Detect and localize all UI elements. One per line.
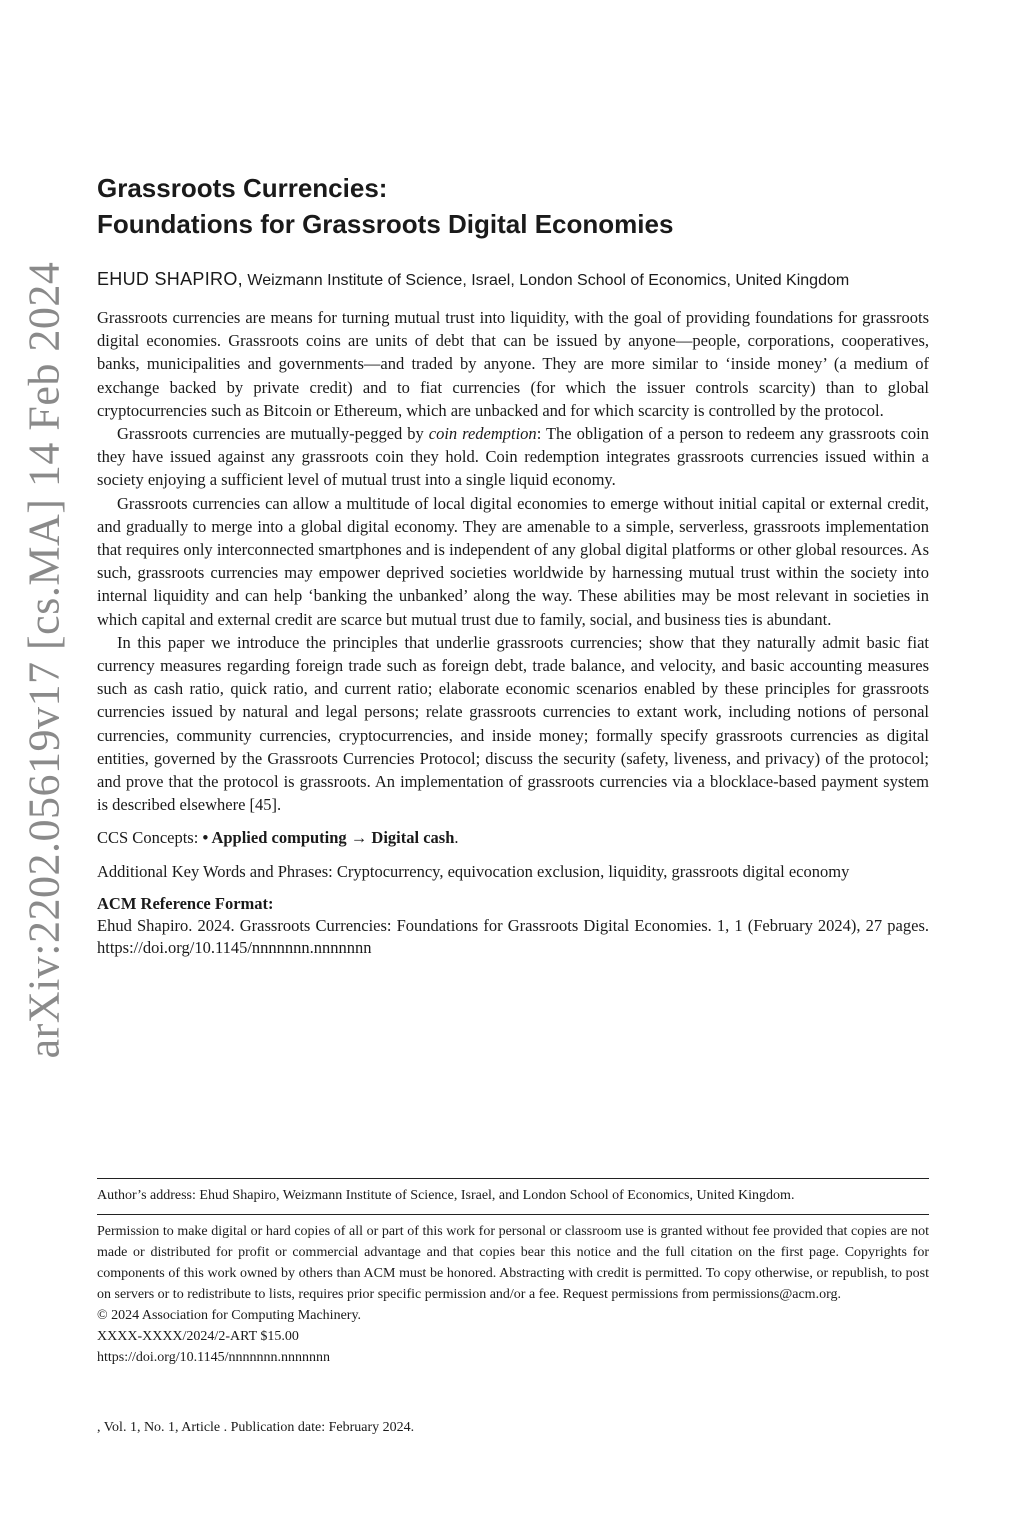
author-affiliation: Weizmann Institute of Science, Israel, London School of Economics, United Kingdom xyxy=(247,272,850,289)
abstract-p2-end: : The obligation of a person to redeem any grassroots coin they have issued against any grassroots coin they hold. Coin redemption integrates grassroots currencies issued within a society enjoying a sufficient level of mutual trust into a single liquid economy. xyxy=(97,424,929,490)
keywords: Additional Key Words and Phrases: Cryptocurrency, equivocation exclusion, liquidity, grassroots digital economy xyxy=(97,861,850,881)
title-line-2: Foundations for Grassroots Digital Economies xyxy=(97,209,674,239)
author-line xyxy=(97,268,929,292)
ccs-bullet: • xyxy=(202,828,212,848)
ccs-end: . xyxy=(454,828,459,848)
abstract-paragraph-4: In this paper we introduce the principles that underlie grassroots currencies; show that they naturally admit basic fiat currency measures regarding foreign trade such as foreign debt, trade balance, and velocity, and basic accounting measures such as cash ratio, quick ratio, and current ratio; elaborate economic scenarios enabled by these principles for grassroots currencies issued by natural and legal persons; relate grassroots currencies to extant work, including notions of personal currencies, community currencies, cryptocurrencies, and inside money; formally specify grassroots currencies as digital entities, governed by the Grassroots Currencies Protocol; discuss the security (safety, liveness, and privacy) of the protocol; and prove that the protocol is grassroots. An implementation of grassroots currencies via a blocklace-based payment system is described elsewhere [45]. xyxy=(97,632,929,815)
reference-heading: ACM Reference Format: xyxy=(97,893,274,913)
title-line-1: Grassroots Currencies: xyxy=(97,173,388,203)
ccs-concepts xyxy=(97,826,929,849)
ccs-concept: Applied computing → Digital cash xyxy=(211,828,455,848)
page-footer: , Vol. 1, No. 1, Article . Publication date: February 2024. xyxy=(97,1420,415,1435)
copyright-line: © 2024 Association for Computing Machinery. xyxy=(97,1308,362,1323)
issn-line: XXXX-XXXX/2024/2-ART $15.00 xyxy=(97,1329,299,1344)
permission-notice: Permission to make digital or hard copies of all or part of this work for personal or classroom use is granted without fee provided that copies are not made or distributed for profit or commercial advantage and that copies bear this notice and the full citation on the first page. Copyrights for components of this work owned by others than ACM must be honored. Abstracting with credit is permitted. To copy otherwise, or republish, to post on servers or to redistribute to lists, requires prior specific permission and/or a fee. Request permissions from permissions@acm.org. xyxy=(97,1224,929,1302)
abstract-p2-emphasis: coin redemption xyxy=(428,424,537,444)
paper-title xyxy=(97,170,929,242)
ccs-label: CCS Concepts: xyxy=(97,828,203,848)
author-name: EHUD SHAPIRO, xyxy=(97,269,243,289)
reference-text: Ehud Shapiro. 2024. Grassroots Currencies: Foundations for Grassroots Digital Economies. 1, 1 (February 2024), 27 pages. https://doi.org/10.1145/nnnnnnn.nnnnnnn xyxy=(97,915,929,957)
doi-line: https://doi.org/10.1145/nnnnnnn.nnnnnnn xyxy=(97,1350,330,1365)
abstract-paragraph-2 xyxy=(97,422,929,492)
author-address: Author’s address: Ehud Shapiro, Weizmann Institute of Science, Israel, and London School of Economics, United Kingdom. xyxy=(97,1188,795,1203)
arxiv-side-stamp: arXiv:2202.05619v17 [cs.MA] 14 Feb 2024 xyxy=(19,261,69,1059)
page-content xyxy=(97,170,929,959)
abstract-p2-start: Grassroots currencies are mutually-pegged by xyxy=(117,424,429,444)
abstract xyxy=(97,306,929,816)
abstract-paragraph-3: Grassroots currencies can allow a multitude of local digital economies to emerge without initial capital or external credit, and gradually to merge into a global digital economy. They are amenable to a simple, serverless, grassroots implementation that requires only interconnected smartphones and is independent of any global digital platforms or other global resources. As such, grassroots currencies may empower deprived societies worldwide by harnessing mutual trust within the society into internal liquidity and can help ‘banking the unbanked’ along the way. These abilities may be most relevant in societies in which capital and external credit are scarce but mutual trust due to family, social, and business ties is abundant. xyxy=(97,493,929,629)
abstract-paragraph-1: Grassroots currencies are means for turning mutual trust into liquidity, with the goal of providing foundations for grassroots digital economies. Grassroots coins are units of debt that can be issued by anyone—people, corporations, cooperatives, banks, municipalities and governments—and traded by anyone. They are more similar to ‘inside money’ (a medium of exchange backed by private credit) and to fiat currencies (for which the issuer controls scarcity) than to global cryptocurrencies such as Bitcoin or Ethereum, which are unbacked and for which scarcity is controlled by the protocol. xyxy=(97,308,929,420)
footnotes xyxy=(97,1178,929,1368)
